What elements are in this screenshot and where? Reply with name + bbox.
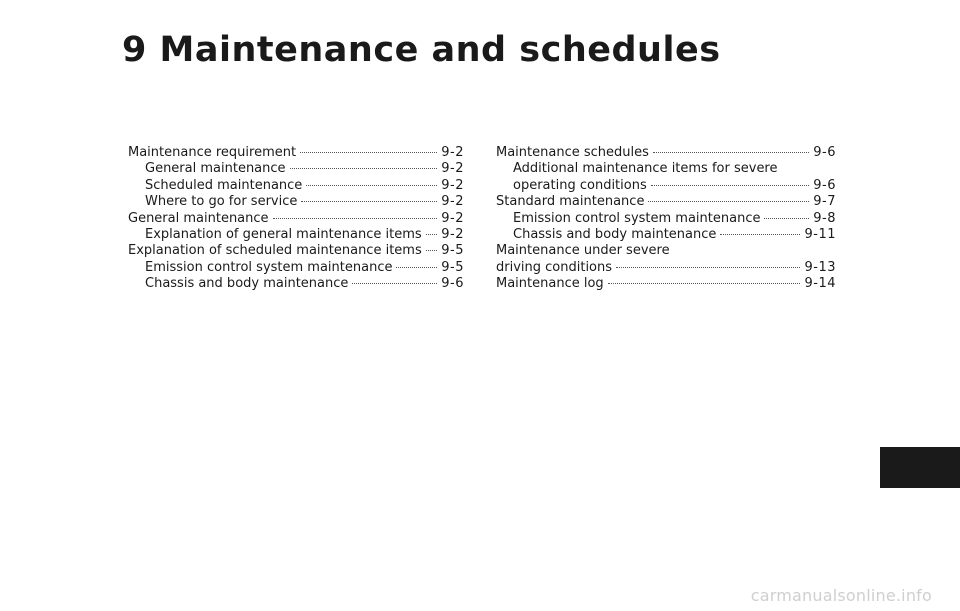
toc-entry-label: Standard maintenance: [496, 194, 645, 210]
toc-entry[interactable]: [128, 161, 464, 177]
toc-entry[interactable]: [496, 243, 836, 276]
chapter-title: 9 Maintenance and schedules: [122, 30, 721, 70]
dot-leader: [301, 201, 437, 202]
dot-leader: [273, 218, 438, 219]
toc-entry-label: Maintenance schedules: [496, 145, 649, 160]
dot-leader: [426, 234, 438, 235]
toc-entry-label: Scheduled maintenance: [145, 177, 303, 193]
toc-entry-page: 9-2: [441, 161, 464, 177]
toc-entry-label: driving conditions: [496, 259, 613, 275]
toc-entry-page: 9-2: [441, 194, 464, 210]
toc-entry[interactable]: [496, 211, 836, 227]
dot-leader: [651, 185, 810, 186]
toc-entry-page: 9-2: [441, 210, 464, 226]
toc-entry-page: 9-2: [441, 227, 464, 243]
toc-entry-page: 9-8: [813, 210, 836, 226]
toc-entry-label: operating conditions: [513, 177, 647, 193]
dot-leader: [608, 283, 801, 284]
chapter-tab-marker: [880, 447, 960, 488]
toc-entry[interactable]: [128, 194, 464, 210]
toc-entry-page: 9-6: [813, 145, 836, 160]
toc-entry-page: 9-6: [813, 177, 836, 193]
toc-entry-page: 9-6: [441, 276, 464, 292]
toc-entry-page: 9-2: [441, 177, 464, 193]
toc-entry[interactable]: [128, 276, 464, 292]
dot-leader: [616, 267, 800, 268]
toc-entry-label: Chassis and body maintenance: [145, 276, 349, 292]
toc-entry[interactable]: [128, 227, 464, 243]
toc-entry-page: 9-7: [813, 194, 836, 210]
toc-entry-label: General maintenance: [128, 210, 269, 226]
toc-entry-page: 9-11: [804, 227, 836, 243]
toc-entry-label: Where to go for service: [145, 194, 298, 210]
toc-entry-page: 9-13: [804, 259, 836, 275]
toc-entry-label-line1: Additional maintenance items for severe: [513, 161, 778, 177]
dot-leader: [290, 168, 438, 169]
toc-entry-label: Maintenance requirement: [128, 145, 297, 160]
toc-entry-label: Emission control system maintenance: [145, 259, 393, 275]
toc-entry[interactable]: [496, 145, 836, 161]
dot-leader: [764, 218, 809, 219]
toc-entry-label: Maintenance log: [496, 276, 604, 292]
dot-leader: [352, 283, 437, 284]
toc-entry-label: Emission control system maintenance: [513, 210, 761, 226]
toc-entry-page: 9-5: [441, 243, 464, 259]
dot-leader: [648, 201, 809, 202]
toc-entry-page: 9-14: [804, 276, 836, 292]
toc-entry[interactable]: [128, 211, 464, 227]
dot-leader: [720, 234, 800, 235]
toc-entry-label-line1: Maintenance under severe: [496, 243, 670, 259]
toc-entry[interactable]: [496, 194, 836, 210]
toc-right-column: [496, 145, 836, 293]
dot-leader: [653, 152, 809, 153]
toc-entry-label: Chassis and body maintenance: [513, 227, 717, 243]
toc-entry[interactable]: [496, 227, 836, 243]
toc-entry[interactable]: [496, 276, 836, 292]
toc-entry-label: Explanation of general maintenance items: [145, 227, 422, 243]
toc-entry[interactable]: [128, 260, 464, 276]
toc-entry[interactable]: [128, 178, 464, 194]
dot-leader: [306, 185, 437, 186]
toc-entry-page: 9-5: [441, 259, 464, 275]
toc-entry-page: 9-2: [441, 145, 464, 160]
toc-entry-label: General maintenance: [145, 161, 286, 177]
dot-leader: [300, 152, 437, 153]
dot-leader: [426, 250, 438, 251]
watermark-text: carmanualsonline.info: [750, 586, 932, 605]
toc-left-column: [128, 145, 464, 293]
dot-leader: [396, 267, 437, 268]
toc-entry-label: Explanation of scheduled maintenance items: [128, 243, 422, 259]
toc-entry[interactable]: [128, 145, 464, 161]
toc-entry[interactable]: [496, 161, 836, 194]
toc-entry[interactable]: [128, 243, 464, 259]
